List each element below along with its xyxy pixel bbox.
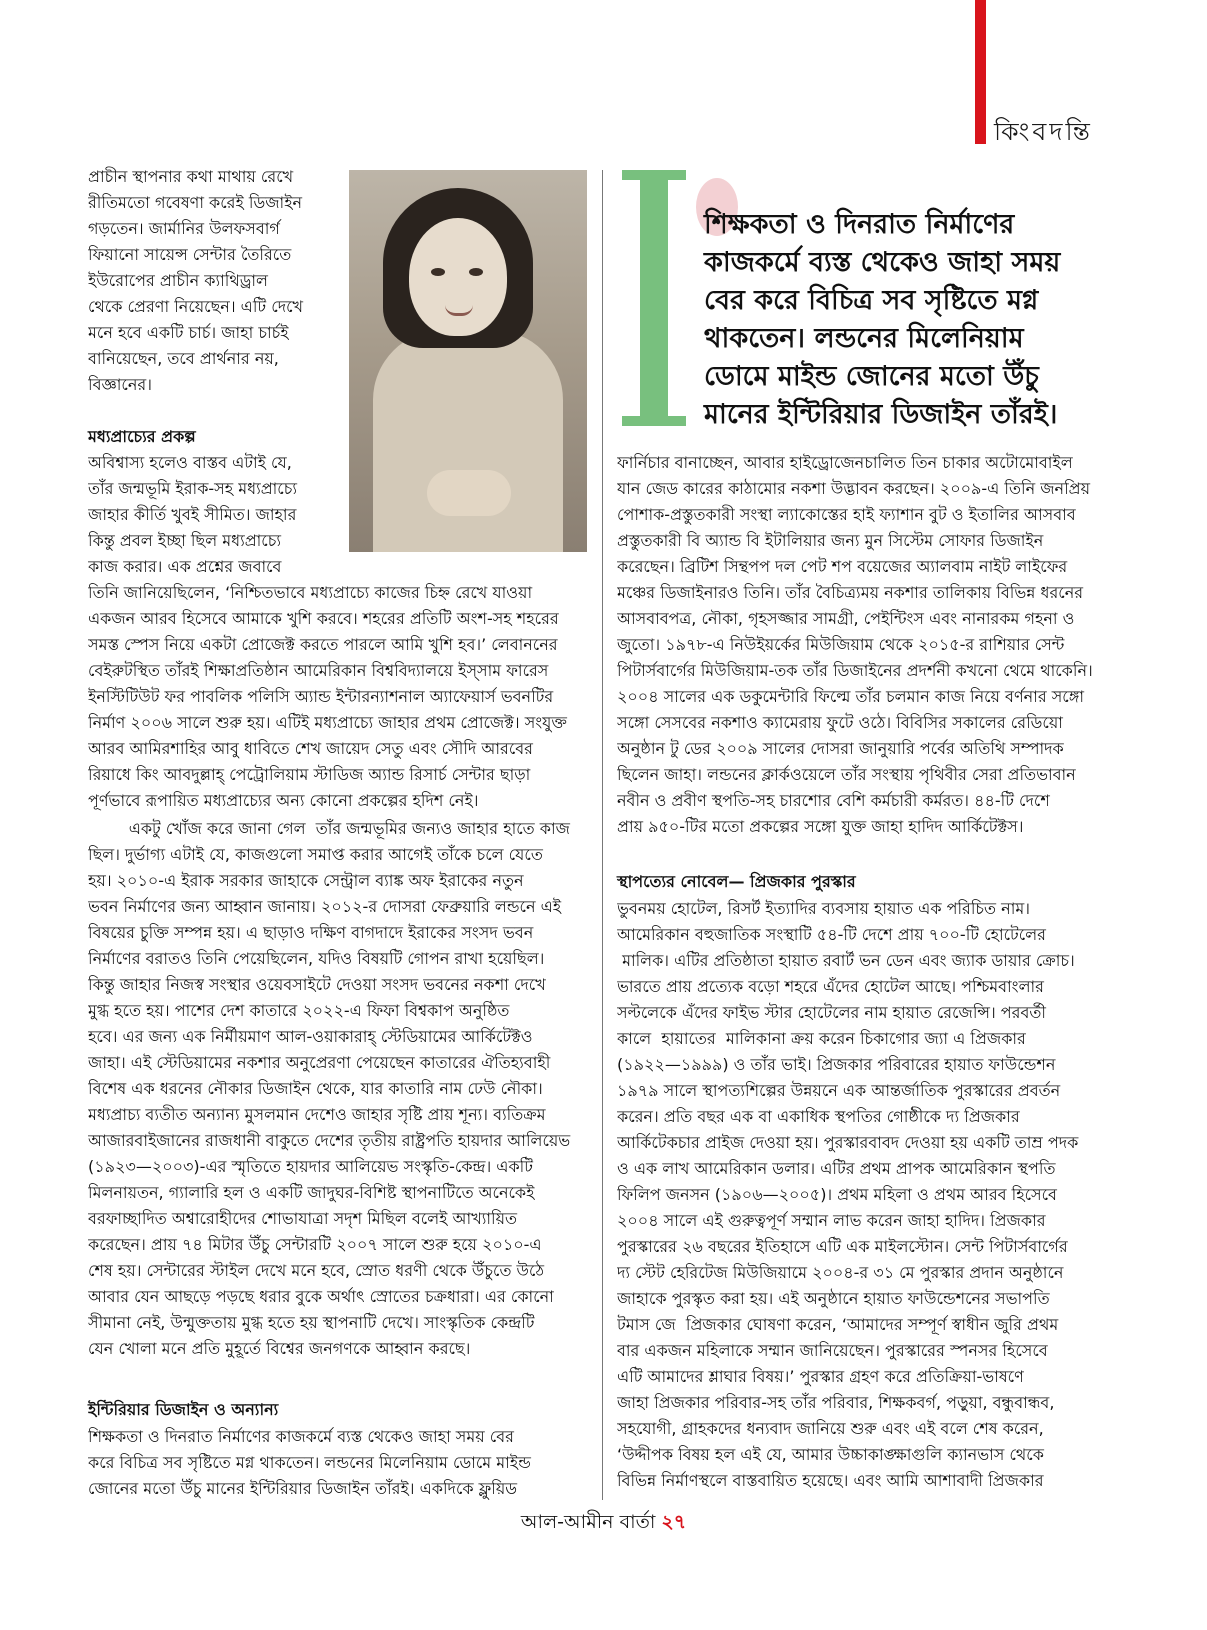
- text-line: একটু খোঁজ করে জানা গেল তাঁর জন্মভূমির জন্যও জাহার হাতে কাজ: [88, 819, 570, 838]
- text-line: আমেরিকান বহুজাতিক সংস্থাটি ৫৪-টি দেশে প্রায় ৭০০-টি হোটেলের: [617, 925, 1046, 944]
- text-line: সীমানা নেই, উন্মুক্ততায় মুগ্ধ হতে হয় স্থাপনাটি দেখে। সাংস্কৃতিক কেন্দ্রটি: [88, 1313, 535, 1332]
- section-tag: কিংবদন্তি: [994, 117, 1093, 146]
- text-line: মুগ্ধ হতে হয়। পাশের দেশ কাতারে ২০২২-এ ফিফা বিশ্বকাপ অনুষ্ঠিত: [88, 1001, 510, 1020]
- text-line: নবীন ও প্রবীণ স্থপতি-সহ চারশোর বেশি কর্মচারী কর্মরত। ৪৪-টি দেশে: [617, 791, 1050, 810]
- text-line: ভারতে প্রায় প্রত্যেক বড়ো শহরে এঁদের হোটেল আছে। পশ্চিমবাংলার: [617, 977, 1044, 996]
- page-number: ২৭: [661, 1511, 687, 1533]
- text-line: ১৯৭৯ সালে স্থাপত্যশিল্পের উন্নয়নে এক আন্তর্জাতিক পুরস্কারের প্রবর্তন: [617, 1081, 1061, 1100]
- text-line: তিনি জানিয়েছিলেন, ‘নিশ্চিতভাবে মধ্যপ্রাচ্যে কাজের চিহ্ন রেখে যাওয়া: [88, 583, 533, 602]
- text-line: ছিল। দুর্ভাগ্য এটাই যে, কাজগুলো সমাপ্ত করার আগেই তাঁকে চলে যেতে: [88, 845, 543, 864]
- text-line: মঞ্চের ডিজাইনারও তিনি। তাঁর বৈচিত্র্যময় নকশার তালিকায় বিভিন্ন ধরনের: [617, 583, 1084, 602]
- text-line: মনে হবে একটি চার্চ। জাহা চার্চই: [88, 323, 289, 342]
- childhood-photo: [349, 170, 587, 552]
- text-line: পিটার্সবার্গের মিউজিয়াম-তক তাঁর ডিজাইনের প্রদর্শনী কখনো থেমে থাকেনি।: [617, 661, 1093, 680]
- text-line: রিয়াধে কিং আবদুল্লাহ্ পেট্রোলিয়াম স্টাডিজ অ্যান্ড রিসার্চ সেন্টার ছাড়া: [88, 765, 531, 784]
- pull-quote-line: মানের ইন্টিরিয়ার ডিজাইন তাঁরই।: [704, 399, 1058, 430]
- text-line: অবিশ্বাস্য হলেও বাস্তব এটাই যে,: [88, 453, 292, 472]
- text-line: ভুবনময় হোটেল, রিসর্ট ইত্যাদির ব্যবসায় হায়াত এক পরিচিত নাম।: [617, 899, 1030, 918]
- text-line: আর্কিটেকচার প্রাইজ দেওয়া হয়। পুরস্কারবাবদ দেওয়া হয় একটি তাম্র পদক: [617, 1133, 1079, 1152]
- text-line: করেন। প্রতি বছর এক বা একাধিক স্থপতির গোষ্ঠীকে দ্য প্রিজকার: [617, 1107, 1020, 1126]
- magazine-name: আল-আমীন বার্তা: [520, 1511, 656, 1533]
- text-line: পূর্ণভাবে রূপায়িত মধ্যপ্রাচ্যের অন্য কোনো প্রকল্পের হদিশ নেই।: [88, 791, 479, 810]
- decorative-initial: [640, 170, 668, 426]
- pull-quote-line: থাকতেন। লন্ডনের মিলেনিয়াম: [704, 323, 1024, 354]
- text-line: ফার্নিচার বানাচ্ছেন, আবার হাইড্রোজেনচালিত তিন চাকার অটোমোবাইল: [617, 453, 1073, 472]
- text-line: ২০০৪ সালের এক ডকুমেন্টারি ফিল্মে তাঁর চলমান কাজ নিয়ে বর্ণনার সঙ্গো: [617, 687, 1084, 706]
- text-line: বিশেষ এক ধরনের নৌকার ডিজাইন থেকে, যার কাতারি নাম ঢেউ নৌকা।: [88, 1079, 543, 1098]
- text-line: পোশাক-প্রস্তুতকারী সংস্থা ল্যাকোস্তের হাই ফ্যাশান বুট ও ইতালির আসবাব: [617, 505, 1076, 524]
- pull-quote-line: কাজকর্মে ব্যস্ত থেকেও জাহা সময়: [704, 247, 1061, 278]
- text-line: প্রায় ৯৫০-টির মতো প্রকল্পের সঙ্গো যুক্ত জাহা হাদিদ আর্কিটেক্টস।: [617, 817, 1024, 836]
- pull-quote-line: বের করে বিচিত্র সব সৃষ্টিতে মগ্ন: [704, 285, 1039, 316]
- text-line: বার একজন মহিলাকে সম্মান জানিয়েছেন। পুরস্কারের স্পনসর হিসেবে: [617, 1341, 1048, 1360]
- text-line: বেইরুটস্থিত তাঁরই শিক্ষাপ্রতিষ্ঠান আমেরিকান বিশ্ববিদ্যালয়ে ইস্সাম ফারেস: [88, 661, 549, 680]
- text-line: আরব আমিরশাহির আবু ধাবিতে শেখ জায়েদ সেতু এবং সৌদি আরবের: [88, 739, 533, 758]
- text-line: কাজ করার। এক প্রশ্নের জবাবে: [88, 557, 282, 576]
- text-line: একজন আরব হিসেবে আমাকে খুশি করবে। শহরের প্রতিটি অংশ-সহ শহরের: [88, 609, 559, 628]
- text-line: বিভিন্ন নির্মাণস্থলে বাস্তবায়িত হয়েছে। এবং আমি আশাবাদী প্রিজকার: [617, 1471, 1044, 1490]
- text-line: বিজ্ঞানের।: [88, 375, 152, 394]
- text-line: ফিলিপ জনসন (১৯০৬—২০০৫)। প্রথম মহিলা ও প্রথম আরব হিসেবে: [617, 1185, 1057, 1204]
- text-line: করেছেন। ব্রিটিশ সিন্থপপ দল পেট শপ বয়েজের অ্যালবাম নাইট লাইফের: [617, 557, 1068, 576]
- text-line: জাহাকে পুরস্কৃত করা হয়। এই অনুষ্ঠানে হায়াত ফাউন্ডেশনের সভাপতি: [617, 1289, 1050, 1308]
- text-line: শিক্ষকতা ও দিনরাত নির্মাণের কাজকর্মে ব্যস্ত থেকেও জাহা সময় বের: [88, 1427, 514, 1446]
- text-line: যান জেড কারের কাঠামোর নকশা উদ্ভাবন করছেন। ২০০৯-এ তিনি জনপ্রিয়: [617, 479, 1091, 498]
- text-line: বিষয়ের চুক্তি সম্পন্ন হয়। এ ছাড়াও দক্ষিণ বাগদাদে ইরাকের সংসদ ভবন: [88, 923, 534, 942]
- text-line: করে বিচিত্র সব সৃষ্টিতে মগ্ন থাকতেন। লন্ডনের মিলেনিয়াম ডোমে মাইন্ড: [88, 1453, 531, 1472]
- text-line: মধ্যপ্রাচ্য ব্যতীত অন্যান্য মুসলমান দেশেও জাহার সৃষ্টি প্রায় শূন্য। ব্যতিক্রম: [88, 1105, 546, 1124]
- text-line: ফিয়ানো সায়েন্স সেন্টার তৈরিতে: [88, 245, 292, 264]
- text-line: জাহা। এই স্টেডিয়ামের নকশার অনুপ্রেরণা পেয়েছেন কাতারের ঐতিহ্যবাহী: [88, 1053, 551, 1072]
- section-accent-bar: [975, 0, 986, 144]
- text-line: ইউরোপের প্রাচীন ক্যাথিড্রাল: [88, 271, 268, 290]
- text-line: আজারবাইজানের রাজধানী বাকুতে দেশের তৃতীয় রাষ্ট্রপতি হায়দার আলিয়েভ: [88, 1131, 571, 1150]
- text-line: জোনের মতো উঁচু মানের ইন্টিরিয়ার ডিজাইন তাঁরই। একদিকে ফ্লুয়িড: [88, 1479, 518, 1498]
- text-line: কিন্তু প্রবল ইচ্ছা ছিল মধ্যপ্রাচ্যে: [88, 531, 281, 550]
- text-line: কিন্তু জাহার নিজস্ব সংস্থার ওয়েবসাইটে দেওয়া সংসদ ভবনের নকশা দেখে: [88, 975, 546, 994]
- text-line: ও এক লাখ আমেরিকান ডলার। এটির প্রথম প্রাপক আমেরিকান স্থপতি: [617, 1159, 1056, 1178]
- text-line: যেন খোলা মনে প্রতি মুহূর্তে বিশ্বের জনগণকে আহ্বান করছে।: [88, 1339, 471, 1358]
- page-footer: [0, 1508, 1207, 1540]
- text-line: ২০০৪ সালে এই গুরুত্বপূর্ণ সম্মান লাভ করেন জাহা হাদিদ। প্রিজকার: [617, 1211, 1046, 1230]
- text-line: জাহা প্রিজকার পরিবার-সহ তাঁর পরিবার, শিক্ষকবর্গ, পড়ুয়া, বন্ধুবান্ধব,: [617, 1393, 1055, 1412]
- text-line: থেকে প্রেরণা নিয়েছেন। এটি দেখে: [88, 297, 304, 316]
- text-line: কালে হায়াতের মালিকানা ক্রয় করেন চিকাগোর জ্যা এ প্রিজকার: [617, 1029, 1026, 1048]
- text-line: সমস্ত স্পেস নিয়ে একটা প্রোজেক্ট করতে পারলে আমি খুশি হব।’ লেবাননের: [88, 635, 558, 654]
- subheading-interior: ইন্টিরিয়ার ডিজাইন ও অন্যান্য: [88, 1400, 279, 1419]
- text-line: আসবাবপত্র, নৌকা, গৃহসজ্জার সামগ্রী, পেইন্টিংস এবং নানারকম গহনা ও: [617, 609, 1075, 628]
- text-line: সল্টলেকে এঁদের ফাইভ স্টার হোটেলের নাম হায়াত রেজেন্সি। পরবর্তী: [617, 1003, 1046, 1022]
- text-line: প্রস্তুতকারী বি অ্যান্ড বি ইটালিয়ার জন্য মুন সিস্টেম সোফার ডিজাইন: [617, 531, 1044, 550]
- text-line: পুরস্কারের ২৬ বছরের ইতিহাসে এটি এক মাইলস্টোন। সেন্ট পিটার্সবার্গের: [617, 1237, 1068, 1256]
- text-line: গড়তেন। জার্মানির উলফসবার্গ: [88, 219, 280, 238]
- text-line: নির্মাণ ২০০৬ সালে শুরু হয়। এটিই মধ্যপ্রাচ্যে জাহার প্রথম প্রোজেক্ট। সংযুক্ত: [88, 713, 567, 732]
- text-line: হয়। ২০১০-এ ইরাক সরকার জাহাকে সেন্ট্রাল ব্যাঙ্ক অফ ইরাকের নতুন: [88, 871, 524, 890]
- text-line: (১৯২৩—২০০৩)-এর স্মৃতিতে হায়দার আলিয়েভ সংস্কৃতি-কেন্দ্র। একটি: [88, 1157, 533, 1176]
- text-line: সহযোগী, গ্রাহকদের ধন্যবাদ জানিয়ে শুরু এবং এই বলে শেষ করেন,: [617, 1419, 1044, 1438]
- text-line: করেছেন। প্রায় ৭৪ মিটার উঁচু সেন্টারটি ২০০৭ সালে শুরু হয়ে ২০১০-এ: [88, 1235, 542, 1254]
- text-line: এটি আমাদের শ্লাঘার বিষয়।’ পুরস্কার গ্রহণ করে প্রতিক্রিয়া-ভাষণে: [617, 1367, 1024, 1386]
- subheading-pritzker: স্থাপত্যের নোবেল— প্রিজকার পুরস্কার: [617, 872, 856, 891]
- text-line: আবার যেন আছড়ে পড়ছে ধরার বুকে অর্থাৎ স্রোতের চক্রধারা। এর কোনো: [88, 1287, 554, 1306]
- text-line: ছিলেন জাহা। লন্ডনের ক্লার্কওয়েলে তাঁর সংস্থায় পৃথিবীর সেরা প্রতিভাবান: [617, 765, 1076, 784]
- text-line: (১৯২২—১৯৯৯) ও তাঁর ভাই। প্রিজকার পরিবারের হায়াত ফাউন্ডেশন: [617, 1055, 1056, 1074]
- subheading-middle-east: মধ্যপ্রাচ্যের প্রকল্প: [88, 427, 196, 446]
- text-line: শেষ হয়। সেন্টারের স্টাইল দেখে মনে হবে, স্রোত ধরণী থেকে উঁচুতে উঠে: [88, 1261, 544, 1280]
- text-line: তাঁর জন্মভূমি ইরাক-সহ মধ্যপ্রাচ্যে: [88, 479, 297, 498]
- text-line: প্রাচীন স্থাপনার কথা মাথায় রেখে: [88, 167, 294, 186]
- text-line: মিলনায়তন, গ্যালারি হল ও একটি জাদুঘর-বিশিষ্ট স্থাপনাটিতে অনেকেই: [88, 1183, 535, 1202]
- text-line: দ্য স্টেট হেরিটেজ মিউজিয়ামে ২০০৪-র ৩১ মে পুরস্কার প্রদান অনুষ্ঠানে: [617, 1263, 1064, 1282]
- column-divider: [602, 170, 603, 1500]
- text-line: ভবন নির্মাণের জন্য আহ্বান জানায়। ২০১২-র দোসরা ফেব্রুয়ারি লন্ডনে এই: [88, 897, 562, 916]
- text-line: জুতো। ১৯৭৮-এ নিউইয়র্কের মিউজিয়াম থেকে ২০১৫-র রাশিয়ার সেন্ট: [617, 635, 1065, 654]
- text-line: রীতিমতো গবেষণা করেই ডিজাইন: [88, 193, 303, 212]
- text-line: বানিয়েছেন, তবে প্রার্থনার নয়,: [88, 349, 279, 368]
- text-line: ‘উদ্দীপক বিষয় হল এই যে, আমার উচ্চাকাঙ্ক্ষাগুলি ক্যানভাস থেকে: [617, 1445, 1044, 1464]
- text-line: হবে। এর জন্য এক নির্মীয়মাণ আল-ওয়াকারাহ্ স্টেডিয়ামের আর্কিটেক্টও: [88, 1027, 533, 1046]
- pull-quote-line: ডোমে মাইন্ড জোনের মতো উঁচু: [704, 361, 1039, 392]
- text-line: মালিক। এটির প্রতিষ্ঠাতা হায়াত রবার্ট ভন ডেন এবং জ্যাক ডায়ার ক্রোচ।: [617, 951, 1075, 970]
- text-line: বরফাচ্ছাদিত অশ্বারোহীদের শোভাযাত্রা সদৃশ মিছিল বলেই আখ্যায়িত: [88, 1209, 517, 1228]
- pull-quote-line: শিক্ষকতা ও দিনরাত নির্মাণের: [704, 209, 1015, 240]
- text-line: ইনস্টিটিউট ফর পাবলিক পলিসি অ্যান্ড ইন্টারন্যাশনাল অ্যাফেয়ার্স ভবনটির: [88, 687, 554, 706]
- text-line: অনুষ্ঠান টু ডের ২০০৯ সালের দোসরা জানুয়ারি পর্বের অতিথি সম্পাদক: [617, 739, 1064, 758]
- text-line: সঙ্গো সেসবের নকশাও ক্যামেরায় ফুটে ওঠে। বিবিসির সকালের রেডিয়ো: [617, 713, 1063, 732]
- text-line: জাহার কীর্তি খুবই সীমিত। জাহার: [88, 505, 297, 524]
- text-line: নির্মাণের বরাতও তিনি পেয়েছিলেন, যদিও বিষয়টি গোপন রাখা হয়েছিল।: [88, 949, 545, 968]
- text-line: টমাস জে প্রিজকার ঘোষণা করেন, ‘আমাদের সম্পূর্ণ স্বাধীন জুরি প্রথম: [617, 1315, 1059, 1334]
